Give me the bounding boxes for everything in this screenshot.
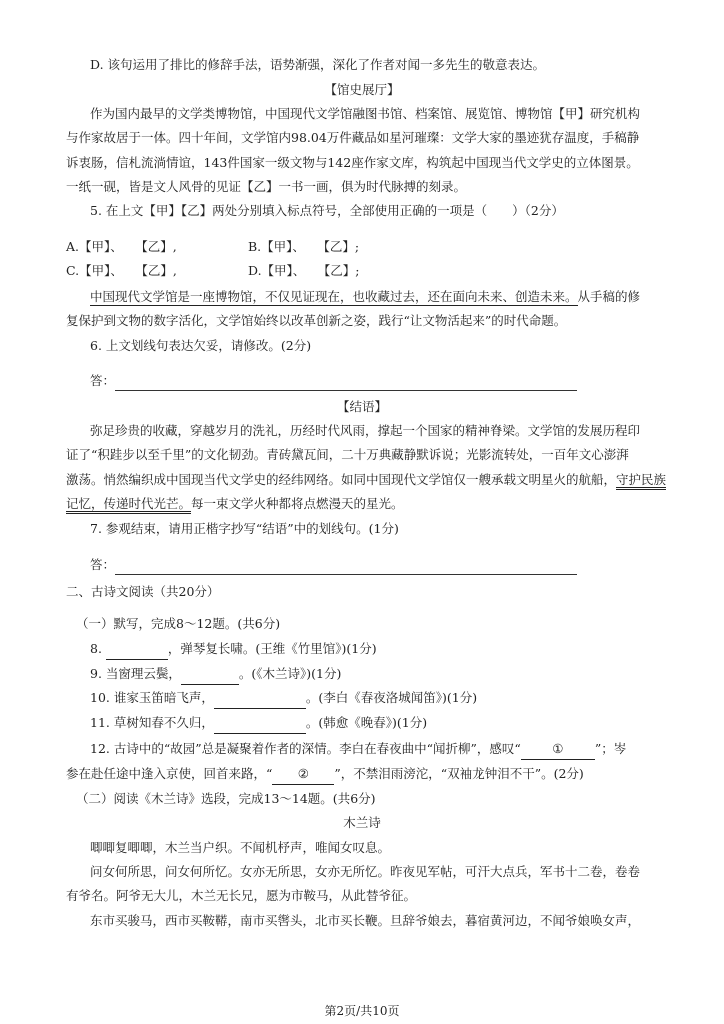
passage-line: 复保护到文物的数字活化，文学馆始终以改革创新之姿，践行“让文物活起来”的时代命题。 (66, 313, 567, 328)
answer-label: 答： (90, 373, 116, 388)
fill-blank[interactable] (214, 713, 306, 734)
passage-line: 弥足珍贵的收藏，穿越岁月的洗礼，历经时代风雨，撑起一个国家的精神脊梁。文学馆的发展历程印 (90, 423, 641, 438)
question-12 (90, 739, 664, 760)
question-text: 。(李白《春夜洛城闻笛》)(1分) (305, 690, 478, 705)
question-text: 11. 草树知春不久归， (90, 715, 214, 730)
passage-line: 与作家故居于一体。四十年间，文学馆内98.04万件藏品如星河璀璨：文学大家的墨迹犹存温度，手稿静 (66, 130, 640, 145)
question-9 (90, 664, 664, 685)
option-c: C.【甲】、 【乙】, (66, 263, 177, 278)
question-7: 7. 参观结束，请用正楷字抄写“结语”中的划线句。(1分) (90, 521, 399, 536)
page-footer: 第2页/共10页 (324, 1004, 400, 1018)
option-d: D.【甲】、 【乙】; (248, 263, 360, 278)
underlined-sentence: 中国现代文学馆是一座博物馆，不仅见证现在，也收藏过去，还在面向未来、创造未来。 (90, 289, 578, 304)
passage-line: 作为国内最早的文学类博物馆，中国现代文学馆融图书馆、档案馆、展览馆、博物馆【甲】研究机构 (90, 106, 641, 121)
section-2-heading: 二、古诗文阅读（共20分） (66, 584, 220, 599)
passage-line: 诉衷肠，信札流淌情谊，143件国家一级文物与142座作家文库，构筑起中国现当代文学史的立体图景。 (66, 155, 639, 170)
question-text: 。(《木兰诗》)(1分) (238, 666, 342, 681)
answer-line[interactable] (115, 563, 577, 575)
passage-line (66, 470, 667, 490)
poem-line: 问女何所思，问女何所忆。女亦无所思，女亦无所忆。昨夜见军帖，可汗大点兵，军书十二卷，卷卷 (90, 864, 641, 879)
passage-text: 从手稿的修 (577, 289, 641, 304)
question-10 (90, 688, 664, 709)
question-text: 参在赴任途中逢入京使，回首来路，“ (66, 766, 273, 781)
fill-blank[interactable] (521, 739, 595, 760)
question-12-cont (66, 764, 664, 785)
subsection-2-heading: （二）阅读《木兰诗》选段，完成13～14题。(共6分) (76, 791, 376, 806)
question-text: ，弹琴复长啸。(王维《竹里馆》)(1分) (167, 641, 377, 656)
poem-line: 有爷名。阿爷无大儿，木兰无长兄，愿为市鞍马，从此替爷征。 (66, 888, 417, 903)
poem-line: 东市买骏马，西市买鞍鞯，南市买辔头，北市买长鞭。旦辞爷娘去，暮宿黄河边，不闻爷娘唤女声， (90, 913, 641, 928)
passage-text: 每一束文学火种都将点燃漫天的星光。 (191, 496, 404, 511)
question-text: 12. 古诗中的“故园”总是凝聚着作者的深情。李白在春夜曲中“闻折柳”，感叹“ (90, 741, 521, 756)
passage-line (66, 494, 664, 514)
question-text: ”，不禁泪雨滂沱，“双袖龙钟泪不干”。(2分) (334, 766, 584, 781)
question-6: 6. 上文划线句表达欠妥，请修改。(2分) (90, 338, 312, 353)
poem-line: 唧唧复唧唧，木兰当户织。不闻机杼声，唯闻女叹息。 (90, 840, 391, 855)
blank-marker: ② (297, 766, 310, 781)
passage-line (90, 287, 664, 307)
option-a: A.【甲】、 【乙】, (66, 239, 177, 254)
question-text: 。(韩愈《晚春》)(1分) (305, 715, 428, 730)
question-text: 10. 谁家玉笛暗飞声， (90, 690, 214, 705)
fill-blank[interactable] (181, 664, 239, 685)
question-text: ”；岑 (594, 741, 627, 756)
subsection-1-heading: （一）默写，完成8～12题。(共6分) (76, 616, 281, 631)
section-heading-guanshi: 【馆史展厅】 (324, 82, 400, 97)
fill-blank[interactable] (272, 764, 334, 785)
poem-title: 木兰诗 (343, 815, 381, 830)
question-text: 9. 当窗理云鬓， (90, 666, 181, 681)
question-number: 8. (90, 641, 102, 656)
option-d-text: D. 该句运用了排比的修辞手法，语势渐强，深化了作者对闻一多先生的敬意表达。 (90, 57, 546, 72)
underlined-sentence: 记忆，传递时代光芒。 (66, 496, 191, 514)
answer-line[interactable] (115, 379, 577, 391)
answer-label: 答： (90, 557, 116, 572)
passage-line: 证了“积跬步以至千里”的文化韧劲。青砖黛瓦间，二十万典藏静默诉说；光影流转处，一百年文心澎湃 (66, 447, 629, 462)
question-5: 5. 在上文【甲】【乙】两处分别填入标点符号，全部使用正确的一项是（ ）（2分） (90, 203, 564, 218)
section-heading-jieyu: 【结语】 (336, 399, 387, 414)
answer-row-6 (90, 371, 664, 391)
fill-blank[interactable] (214, 688, 306, 709)
question-11 (90, 713, 664, 734)
fill-blank[interactable] (106, 639, 168, 660)
answer-row-7 (90, 555, 664, 575)
passage-line: 一纸一砚，皆是文人风骨的见证【乙】一书一画，俱为时代脉搏的刻录。 (66, 179, 467, 194)
underlined-sentence: 守护民族 (616, 472, 666, 490)
option-b: B.【甲】、 【乙】; (248, 239, 360, 254)
question-8 (90, 639, 664, 660)
blank-marker: ① (552, 741, 564, 756)
passage-text: 激荡。悄然编织成中国现当代文学史的经纬网络。如同中国现代文学馆仅一艘承载文明星火的航船， (66, 472, 617, 487)
